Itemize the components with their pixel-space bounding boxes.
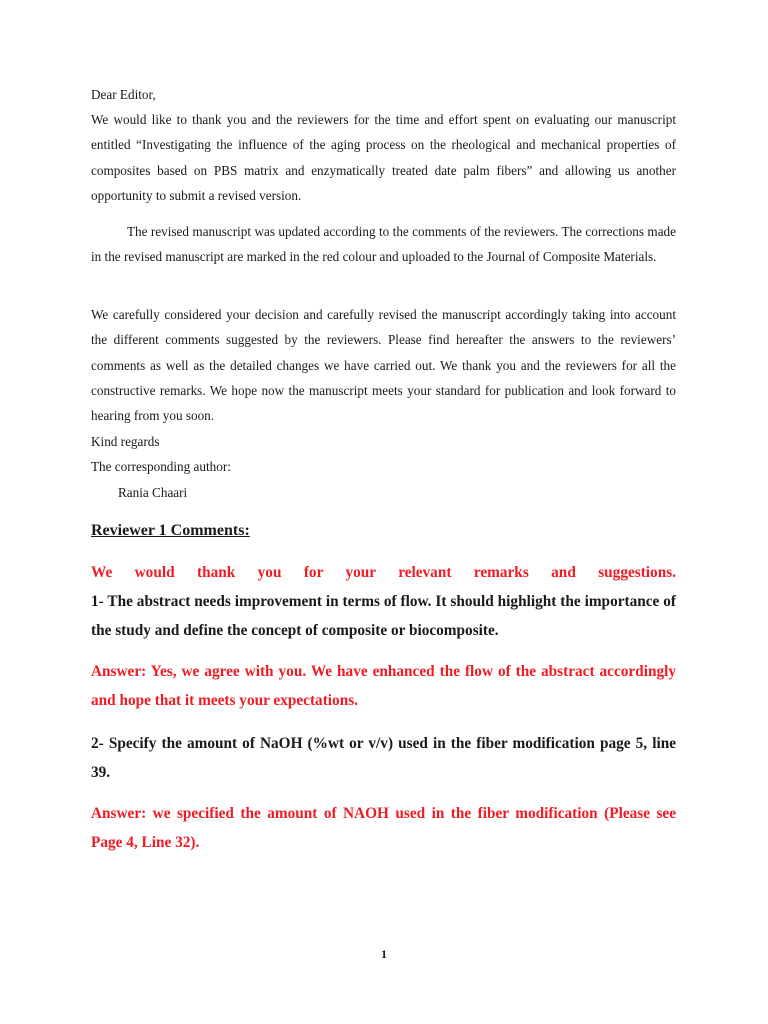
- reviewer-1-answer-1: Answer: Yes, we agree with you. We have enhanced the flow of the abstract accordingly and hope that it meets your expectations.: [91, 663, 676, 709]
- reviewer-1-thanks: We would thank you for your relevant remarks and suggestions.: [91, 564, 676, 581]
- reviewer-1-answer-2: Answer: we specified the amount of NAOH used in the fiber modification (Please see Page 4, Line 32).: [91, 805, 676, 851]
- signature-role: The corresponding author:: [91, 459, 231, 474]
- consideration-paragraph: We carefully considered your decision and carefully revised the manuscript accordingly taking into account the different comments suggested by the reviewers. Please find hereafter the answers to the reviewers’ comments as well as the detailed changes we have carried out. We thank you and the reviewers for all the constructive remarks. We hope now the manuscript meets your standard for publication and look forward to hearing from you soon.: [91, 307, 676, 424]
- reviewer-1-comment-2: 2- Specify the amount of NaOH (%wt or v/v) used in the fiber modification page 5, line 39.: [91, 735, 676, 781]
- intro-paragraph: We would like to thank you and the reviewers for the time and effort spent on evaluating our manuscript entitled “Investigating the influence of the aging process on the rheological and mechanical properties of composites based on PBS matrix and enzymatically treated date palm fibers” and allowing us another opportunity to submit a revised version.: [91, 112, 676, 203]
- salutation: Dear Editor,: [91, 87, 156, 102]
- reviewer-1-heading: Reviewer 1 Comments:: [91, 522, 250, 539]
- reviewer-1-comment-1: 1- The abstract needs improvement in terms of flow. It should highlight the importance of the study and define the concept of composite or biocomposite.: [91, 593, 676, 639]
- closing: Kind regards: [91, 434, 160, 449]
- page-number: 1: [381, 947, 387, 961]
- signature-name: Rania Chaari: [118, 485, 188, 500]
- revision-paragraph: The revised manuscript was updated according to the comments of the reviewers. The corrections made in the revised manuscript are marked in the red colour and uploaded to the Journal of Composite Materials.: [91, 224, 676, 265]
